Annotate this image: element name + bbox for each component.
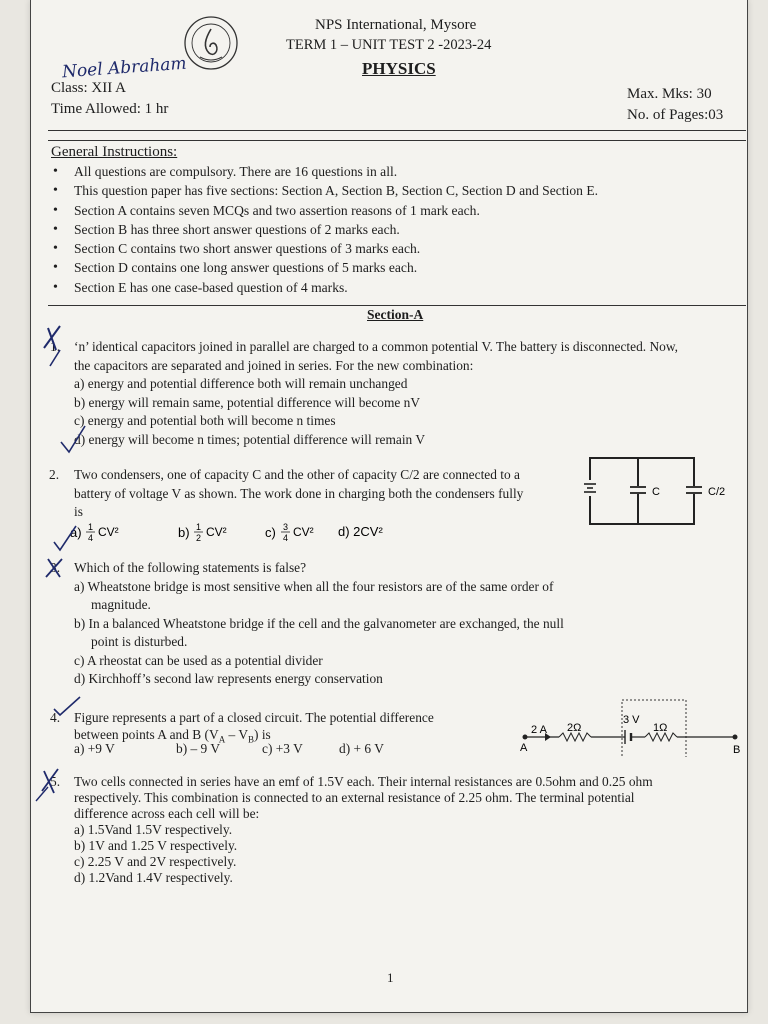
instruction-item: • Section C contains two short answer questions of 3 marks each. xyxy=(51,239,731,258)
divider xyxy=(48,140,746,141)
subject-title: PHYSICS xyxy=(362,59,436,78)
question-number: 5. xyxy=(50,774,61,789)
circuit-segment-figure xyxy=(515,697,745,757)
emf-label: 3 V xyxy=(623,714,640,726)
option-a: a) energy and potential difference both will remain unchanged xyxy=(74,376,408,391)
option-b: b) energy will remain same, potential difference will become nV xyxy=(74,394,421,410)
max-marks: Max. Mks: 30 xyxy=(627,86,712,102)
test-title: TERM 1 – UNIT TEST 2 -2023-24 xyxy=(286,37,492,53)
instruction-item: • This question paper has five sections: Section A, Section B, Section C, Section D and Section E. xyxy=(51,181,731,200)
question-2-options xyxy=(70,519,400,545)
question-3 xyxy=(50,559,674,689)
tick-mark-icon xyxy=(55,420,95,460)
question-text: Which of the following statements is false? xyxy=(74,560,307,575)
option-c: c) 2.25 V and 2V respectively. xyxy=(74,854,237,869)
divider xyxy=(48,130,746,131)
instructions-title: General Instructions: xyxy=(51,144,178,160)
option-b: b) – 9 V xyxy=(176,741,221,756)
fraction-denominator: 4 xyxy=(88,533,94,543)
question-number: 4. xyxy=(50,710,61,725)
option-b-value: CV² xyxy=(206,525,227,539)
option-a: a) +9 V xyxy=(74,741,115,756)
fraction-denominator: 4 xyxy=(283,533,289,543)
fraction-denominator: 2 xyxy=(196,533,202,543)
question-text: Two condensers, one of capacity C and the other of capacity C/2 are connected to a xyxy=(74,467,520,482)
option-c: c) A rheostat can be used as a potential divider xyxy=(74,652,323,668)
fraction-numerator: 1 xyxy=(196,522,202,532)
current-label: 2 A xyxy=(531,724,547,736)
option-c: c) +3 V xyxy=(262,741,303,756)
question-text: ‘n’ identical capacitors joined in parallel are charged to a common potential V. The battery is disconnected. Now, xyxy=(74,339,678,354)
question-text: Two cells connected in series have an emf of 1.5V each. Their internal resistances are 0.5ohm and 0.25 ohm xyxy=(74,774,653,789)
question-text: between points A and B $(V_A - V_B)$ is xyxy=(74,726,271,745)
option-a-label: a) xyxy=(70,525,82,540)
option-c-value: CV² xyxy=(293,525,314,539)
option-d: d) + 6 V xyxy=(339,741,384,756)
question-number: 2. xyxy=(49,467,60,482)
option-a: a) 1.5Vand 1.5V respectively. xyxy=(74,822,233,837)
cross-mark-icon xyxy=(30,765,80,805)
school-name: NPS International, Mysore xyxy=(315,17,477,33)
option-c: c) energy and potential both will become n times xyxy=(74,413,336,428)
page-number: 1 xyxy=(387,970,394,985)
resistor-1-label: 2Ω xyxy=(567,722,582,734)
question-2 xyxy=(49,466,574,522)
divider xyxy=(48,305,746,306)
student-name-handwritten: Noel Abraham xyxy=(61,53,188,83)
instruction-item: • Section A contains seven MCQs and two assertion reasons of 1 mark each. xyxy=(51,201,731,220)
instructions-list xyxy=(51,162,731,297)
school-logo-icon xyxy=(183,15,239,71)
capacitor-circuit-figure xyxy=(580,454,740,528)
option-b-label: b) xyxy=(178,525,190,540)
tick-mark-icon xyxy=(50,693,90,723)
class-label: Class: XII A xyxy=(51,80,126,96)
instruction-item: • All questions are compulsory. There are 16 questions in all. xyxy=(51,162,731,181)
option-b-cont: point is disturbed. xyxy=(91,634,188,649)
question-5 xyxy=(50,774,744,886)
option-b: b) 1V and 1.25 V respectively. xyxy=(74,838,238,853)
option-d: d) energy will become n times; potential difference will remain V xyxy=(74,431,426,447)
resistor-2-label: 1Ω xyxy=(653,722,668,734)
page-count: No. of Pages:03 xyxy=(627,107,724,123)
section-title: Section-A xyxy=(367,307,424,322)
question-1 xyxy=(50,338,744,449)
question-text: respectively. This combination is connected to an external resistance of 2.25 ohm. The terminal potential xyxy=(74,790,635,805)
point-b-label: B xyxy=(733,744,741,756)
option-d: d) 1.2Vand 1.4V respectively. xyxy=(74,870,233,885)
fraction-numerator: 1 xyxy=(88,522,94,532)
option-a-cont: magnitude. xyxy=(91,597,151,612)
cross-mark-icon xyxy=(38,555,78,585)
option-d: d) Kirchhoff’s second law represents energy conservation xyxy=(74,671,383,686)
question-text: is xyxy=(74,504,83,519)
point-a-label: A xyxy=(520,742,528,754)
question-text: the capacitors are separated and joined in series. For the new combination: xyxy=(74,357,474,373)
question-text: difference across each cell will be: xyxy=(74,806,260,821)
instruction-item: • Section D contains one long answer questions of 5 marks each. xyxy=(51,258,731,277)
option-b: b) In a balanced Wheatstone bridge if the cell and the galvanometer are exchanged, the null xyxy=(74,615,564,631)
time-allowed: Time Allowed: 1 hr xyxy=(51,101,169,117)
instruction-item: • Section B has three short answer questions of 2 marks each. xyxy=(51,220,731,239)
fraction-numerator: 3 xyxy=(283,522,289,532)
capacitor-c2-label: C/2 xyxy=(708,486,726,498)
option-a: a) Wheatstone bridge is most sensitive when all the four resistors are of the same order of xyxy=(74,578,554,594)
cross-mark-icon xyxy=(30,320,90,370)
option-a-value: CV² xyxy=(98,525,119,539)
question-number: 1. xyxy=(50,339,61,354)
option-d: d) 2CV² xyxy=(338,524,383,539)
question-text: battery of voltage V as shown. The work done in charging both the condensers fully xyxy=(74,485,524,501)
question-number: 3. xyxy=(50,560,61,575)
option-c-label: c) xyxy=(265,525,276,540)
question-text: Figure represents a part of a closed circuit. The potential difference xyxy=(74,710,434,725)
capacitor-c-label: C xyxy=(652,486,660,498)
instruction-item: • Section E has one case-based question of 4 marks. xyxy=(51,278,731,297)
